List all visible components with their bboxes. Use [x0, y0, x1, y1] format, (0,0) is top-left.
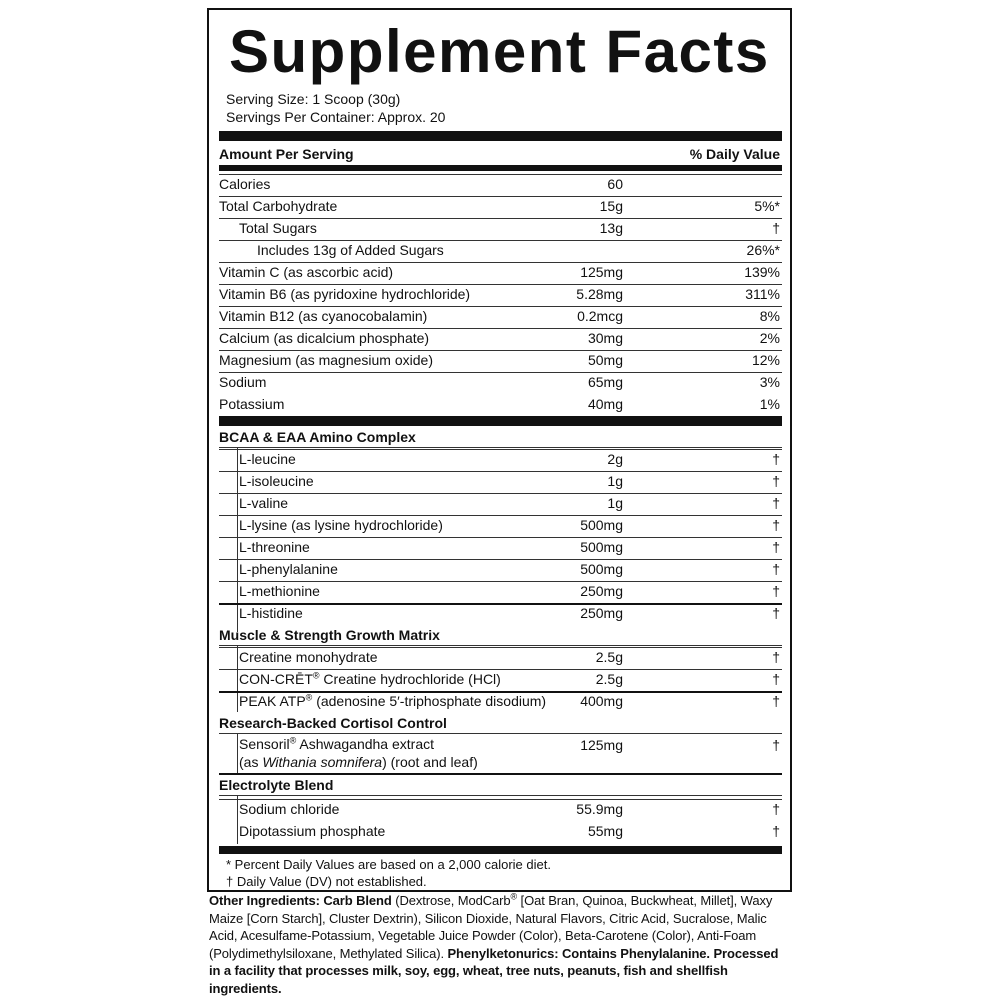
ingredient-row: L-threonine 500mg †	[219, 537, 782, 538]
ingredient-row: L-leucine 2g †	[219, 449, 782, 450]
thick-divider	[219, 846, 782, 854]
ingredient-row: L-phenylalanine 500mg †	[219, 559, 782, 560]
thick-divider	[219, 416, 782, 426]
amount-per-serving-label: Amount Per Serving	[219, 146, 354, 162]
nutrient-row: Vitamin B6 (as pyridoxine hydrochloride) 5.28mg 311%	[219, 286, 780, 302]
supplement-facts-panel: Supplement Facts Serving Size: 1 Scoop (30g) Servings Per Container: Approx. 20 Amount Per Serving % Daily Value Calories 60 Total Carbohydrate 15g 5%* Total Sugars 13g † Includes 13g of Added Sugars 26%* Vitamin C (as ascorbic acid) 125mg 139% Vitamin B6 (as pyridoxine hydrochloride) 5.28mg 311% Vitamin B12 (as cyanocobalamin) 0.2mcg 8% Calcium (as dicalcium phosphate) 30mg 2% Magnesium (as magnesium oxide) 50mg 12% Sodium 65mg 3% Potassium 40mg 1% BCAA & EAA Amino Complex L-leucine 2g † L-isoleucine 1g † L-valine 1g † L-lysine (as lysine hydrochloride) 500mg † L-threonine 500mg † L-phenylalanine 500mg † L-methionine 250mg † L-histidine 250mg † Muscle & Strength Growth Matrix Creatine monohydrate 2.5g † CON-CRĒT® Creatine hydrochloride (HCl) 2.5g † PEAK ATP® (adenosine 5′-triphosphate disodium) 400mg † Research-Backed Cortisol Control Sensoril® Ashwagandha extract (as Withania somnifera) (root and leaf) 125mg † Electrolyte Blend Sodium chloride 55.9mg † Dipotassium phosphate 55mg † * Percent Daily Values are based on a 2,000 calorie diet. † Daily Value (DV) not established.	[207, 8, 792, 892]
ingredient-row: L-valine 1g †	[219, 493, 782, 494]
ingredient-row: Creatine monohydrate 2.5g †	[219, 647, 782, 648]
nutrient-row: Vitamin B12 (as cyanocobalamin) 0.2mcg 8%	[219, 308, 780, 324]
other-ingredients: Other Ingredients: Carb Blend (Dextrose, ModCarb® [Oat Bran, Quinoa, Buckwheat, Millet], Waxy Maize [Corn Starch], Cluster Dextrin), Silicon Dioxide, Natural Flavors, Citric Acid, Sucralose, Malic Acid, Acesulfame-Potassium, Vegetable Juice Powder (Color), Beta-Carotene (Color), Anti-Foam (Polydimethylsiloxane, Methylated Silica). Phenylketonurics: Contains Phenylalanine. Processed in a facility that processes milk, soy, egg, wheat, tree nuts, peanuts, fish and shellfish ingredients.	[209, 891, 779, 996]
thick-divider	[219, 131, 782, 141]
indent-rule	[237, 795, 238, 844]
ingredient-row: L-histidine 250mg †	[219, 603, 782, 605]
registered-mark: ®	[312, 670, 320, 681]
servings-per-container: Servings Per Container: Approx. 20	[226, 109, 446, 125]
column-header	[219, 145, 782, 163]
section-title-muscle: Muscle & Strength Growth Matrix	[219, 625, 782, 646]
serving-size: Serving Size: 1 Scoop (30g)	[226, 91, 401, 107]
nutrient-row: Vitamin C (as ascorbic acid) 125mg 139%	[219, 264, 780, 280]
ingredient-row: L-isoleucine 1g †	[219, 471, 782, 472]
footnote-dv-not-established: † Daily Value (DV) not established.	[226, 874, 427, 889]
ingredient-row: Sensoril® Ashwagandha extract (as Withania somnifera) (root and leaf) 125mg †	[219, 735, 782, 775]
nutrient-row: Sodium 65mg 3%	[219, 374, 780, 390]
section-title-electrolyte: Electrolyte Blend	[219, 775, 782, 796]
ingredient-row: Sodium chloride 55.9mg †	[219, 799, 782, 800]
nutrient-row: Magnesium (as magnesium oxide) 50mg 12%	[219, 352, 780, 368]
ingredient-row: L-methionine 250mg †	[219, 581, 782, 582]
section-title-cortisol: Research-Backed Cortisol Control	[219, 713, 782, 734]
nutrient-row: Includes 13g of Added Sugars 26%*	[219, 240, 782, 241]
registered-mark: ®	[305, 692, 313, 703]
indent-rule	[237, 645, 238, 712]
medium-divider	[219, 165, 782, 171]
ingredient-row: L-lysine (as lysine hydrochloride) 500mg †	[219, 515, 782, 516]
footnote-percent-dv: * Percent Daily Values are based on a 2,000 calorie diet.	[226, 857, 551, 872]
ingredient-row: CON-CRĒT® Creatine hydrochloride (HCl) 2.5g †	[219, 669, 782, 670]
ingredient-row: PEAK ATP® (adenosine 5′-triphosphate disodium) 400mg †	[219, 691, 782, 693]
nutrient-row: Total Sugars 13g †	[219, 218, 782, 219]
registered-mark: ®	[289, 735, 297, 746]
nutrient-row: Total Carbohydrate 15g 5%*	[219, 198, 780, 214]
allergen-warning: Phenylketonurics: Contains Phenylalanine. Processed in a facility that processes milk, soy, egg, wheat, tree nuts, peanuts, fish and shellfish ingredients.	[209, 945, 779, 996]
section-title-bcaa: BCAA & EAA Amino Complex	[219, 427, 782, 448]
nutrient-row: Calories 60	[219, 174, 782, 175]
registered-mark: ®	[510, 891, 518, 902]
panel-title: Supplement Facts	[229, 18, 770, 85]
nutrient-row: Calcium (as dicalcium phosphate) 30mg 2%	[219, 330, 780, 346]
daily-value-label: % Daily Value	[689, 146, 780, 162]
